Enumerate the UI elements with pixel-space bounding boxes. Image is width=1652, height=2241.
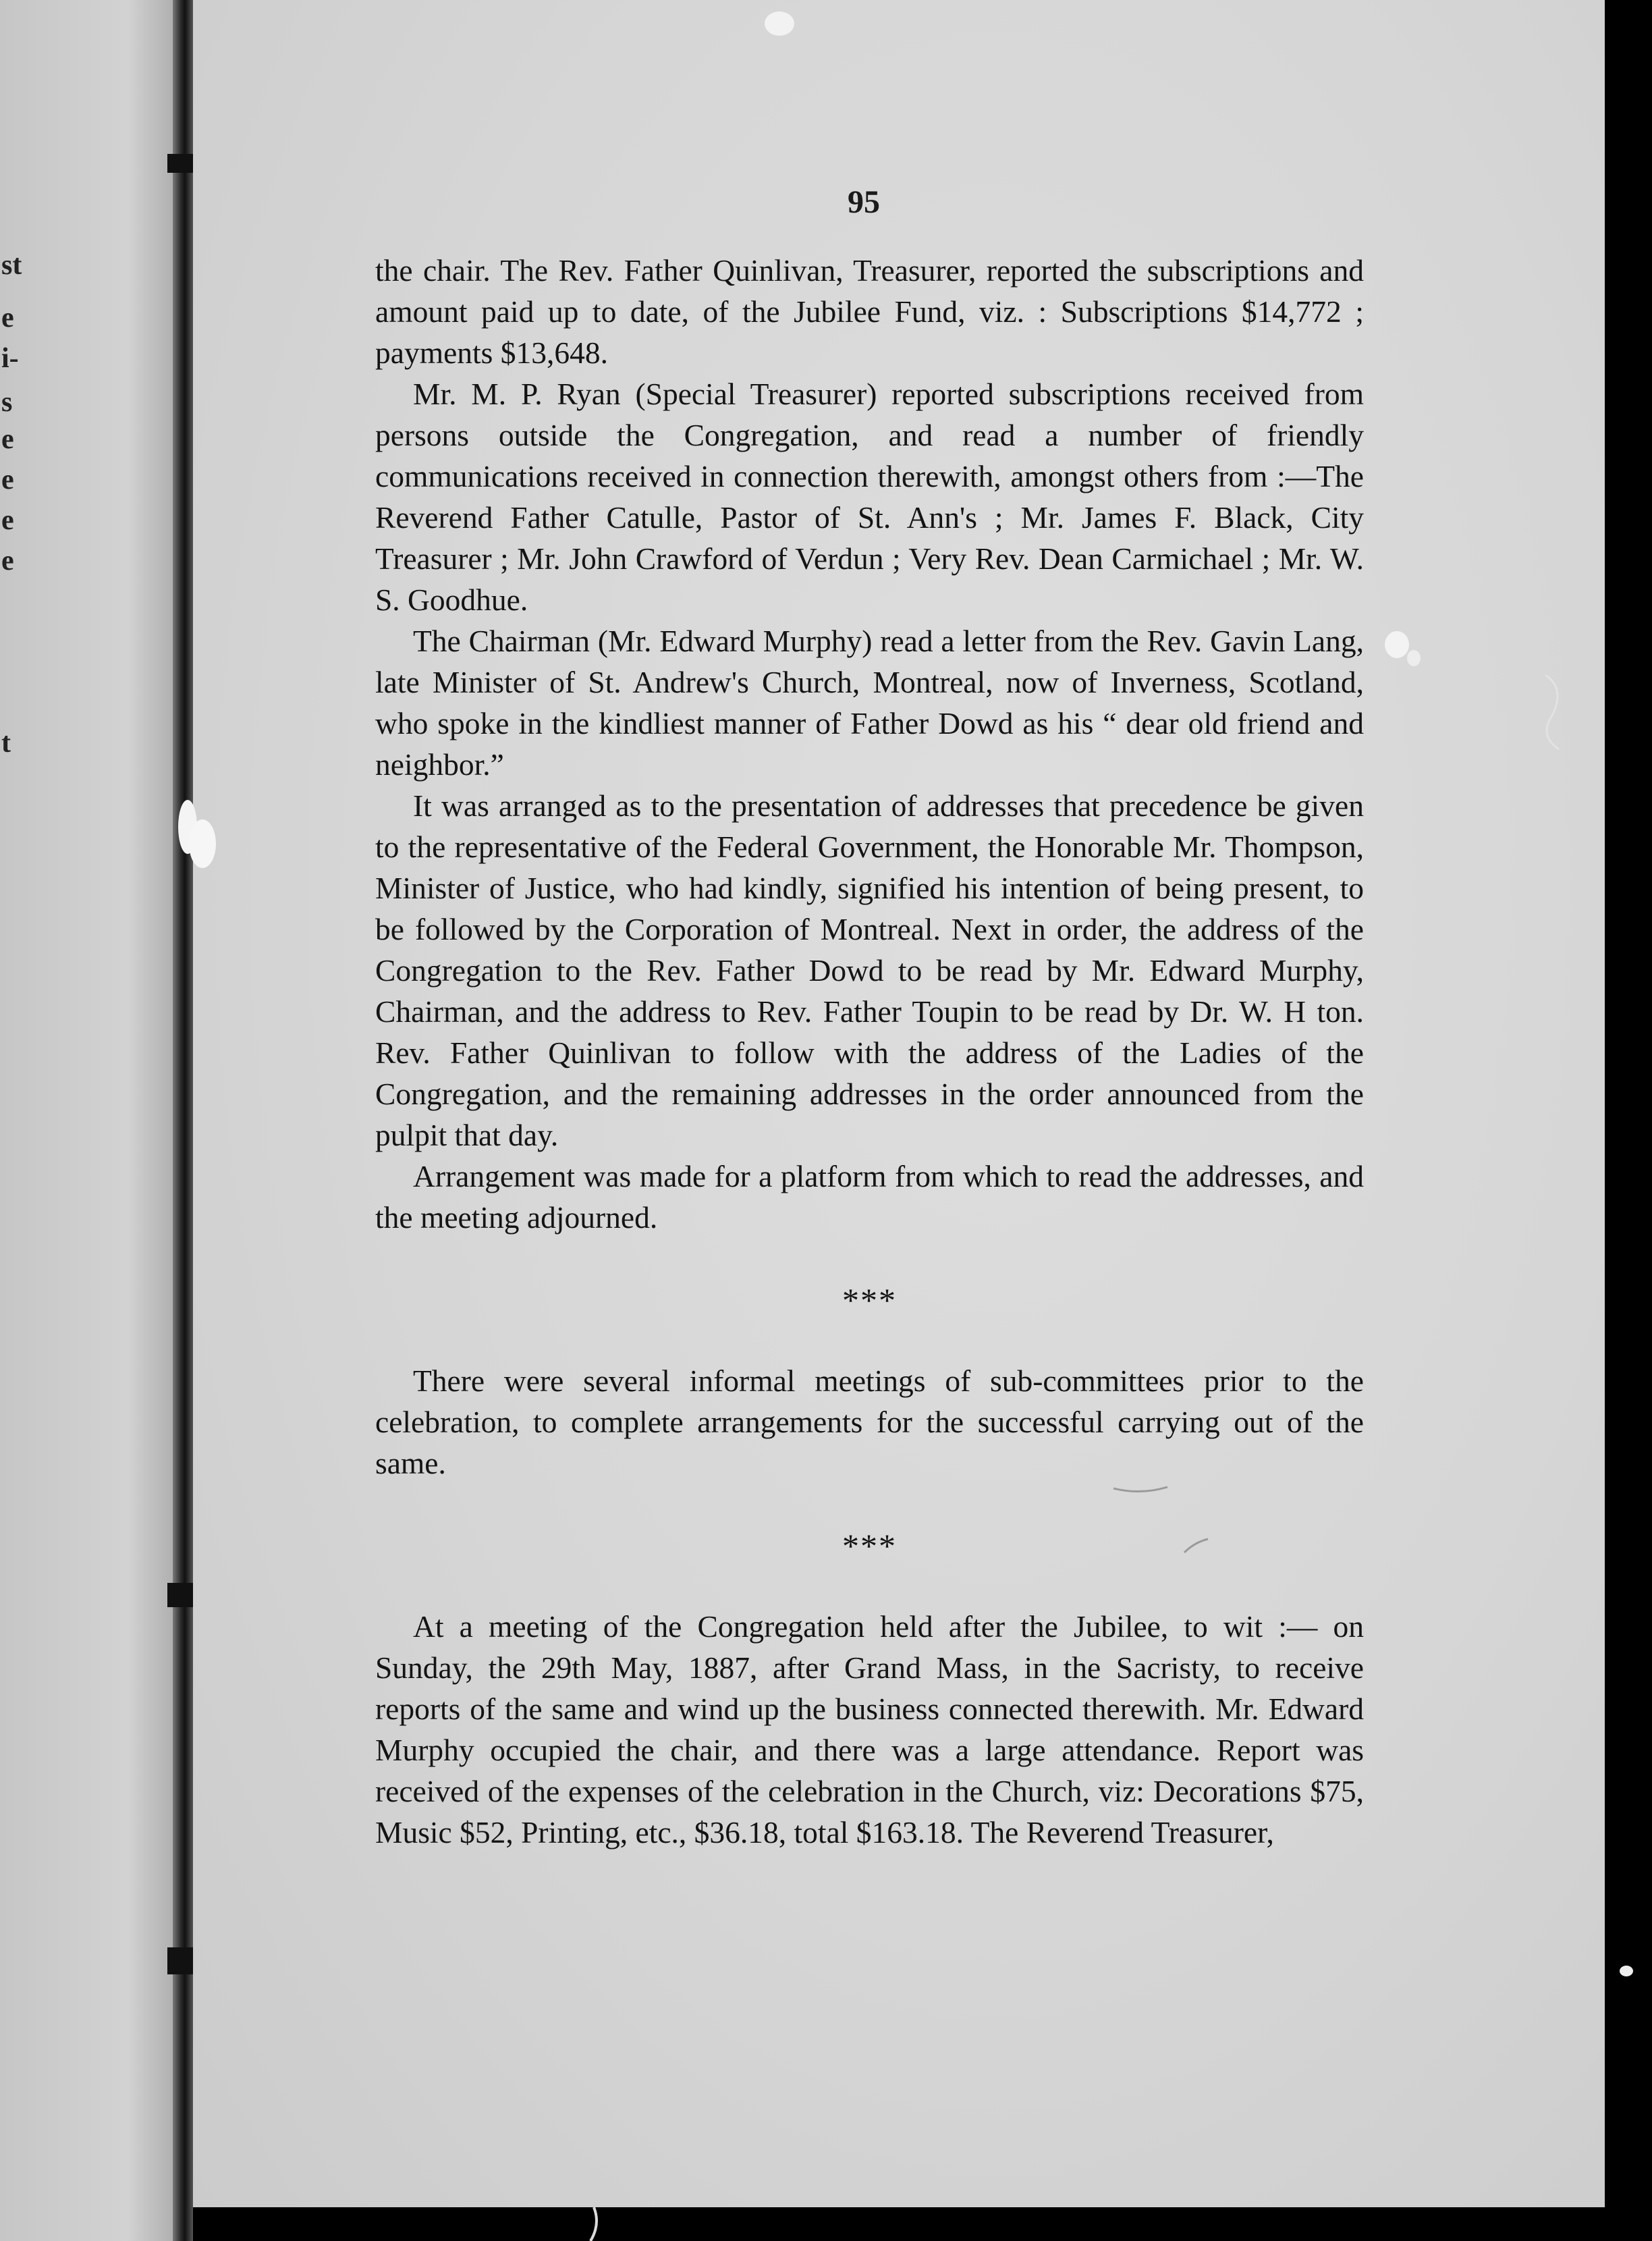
- facing-page-fragment: i-: [1, 343, 19, 374]
- page-body: [375, 250, 1364, 1853]
- facing-page-fragment: e: [1, 464, 14, 495]
- gutter-mark: [167, 154, 193, 173]
- paragraph: The Chairman (Mr. Edward Murphy) read a letter from the Rev. Gavin Lang, late Minister of St. Andrew's Church, Montreal, now of Inverness, Scotland, who spoke in the kindliest manner of Father Dowd as his “ dear old friend and neighbor.”: [375, 624, 1364, 782]
- gutter-mark: [167, 1947, 193, 1974]
- facing-page-edge: [0, 0, 182, 2241]
- facing-page-fragment: st: [1, 250, 22, 281]
- scan-border: [1605, 0, 1652, 2241]
- facing-page-fragment: e: [1, 505, 14, 536]
- section-separator: ***: [842, 1527, 897, 1565]
- facing-page-fragment: t: [1, 728, 11, 759]
- paragraph: the chair. The Rev. Father Quinlivan, Treasurer, reported the subscriptions and amount paid up to date, of the Jubilee Fund, viz. : Subscriptions $14,772 ; payments $13,648.: [375, 253, 1364, 370]
- paragraph: Mr. M. P. Ryan (Special Treasurer) reported subscriptions received from persons outside the Congregation, and read a number of friendly communications received in connection therewith, amongst others from :—The Reverend Father Catulle, Pastor of St. Ann's ; Mr. James F. Black, City Treasurer ; Mr. John Crawford of Verdun ; Very Rev. Dean Carmichael ; Mr. W. S. Goodhue.: [375, 377, 1364, 617]
- paragraph: Arrangement was made for a platform from which to read the addresses, and the meeting adjourned.: [375, 1159, 1364, 1235]
- facing-page-fragment: e: [1, 545, 14, 576]
- paragraph: There were several informal meetings of sub-committees prior to the celebration, to complete arrangements for the successful carrying out of the same.: [375, 1364, 1364, 1480]
- facing-page-fragment: s: [1, 387, 13, 418]
- book-spine-gutter: [173, 0, 193, 2241]
- facing-page-fragment: e: [1, 302, 14, 333]
- paragraph: At a meeting of the Congregation held after the Jubilee, to wit :— on Sunday, the 29th May, 1887, after Grand Mass, in the Sacristy, to receive reports of the same and wind up the business connected therewith. Mr. Edward Murphy occupied the chair, and there was a large attendance. Report was received of the expenses of the celebration in the Church, viz: Decorations $75, Music $52, Printing, etc., $36.18, total $163.18. The Reverend Treasurer,: [375, 1609, 1364, 1850]
- facing-page-fragment: e: [1, 424, 14, 455]
- page-number: 95: [848, 184, 880, 220]
- gutter-mark: [167, 1583, 193, 1607]
- section-separator: ***: [842, 1281, 897, 1319]
- paragraph: It was arranged as to the presentation of addresses that precedence be given to the representative of the Federal Government, the Honorable Mr. Thompson, Minister of Justice, who had kindly, signified his intention of being present, to be followed by the Corporation of Montreal. Next in order, the address of the Congregation to the Rev. Father Dowd to be read by Mr. Edward Murphy, Chairman, and the address to Rev. Father Toupin to be read by Dr. W. H ton. Rev. Father Quinlivan to follow with the address of the Ladies of the Congregation, and the remaining addresses in the order announced from the pulpit that day.: [375, 788, 1364, 1152]
